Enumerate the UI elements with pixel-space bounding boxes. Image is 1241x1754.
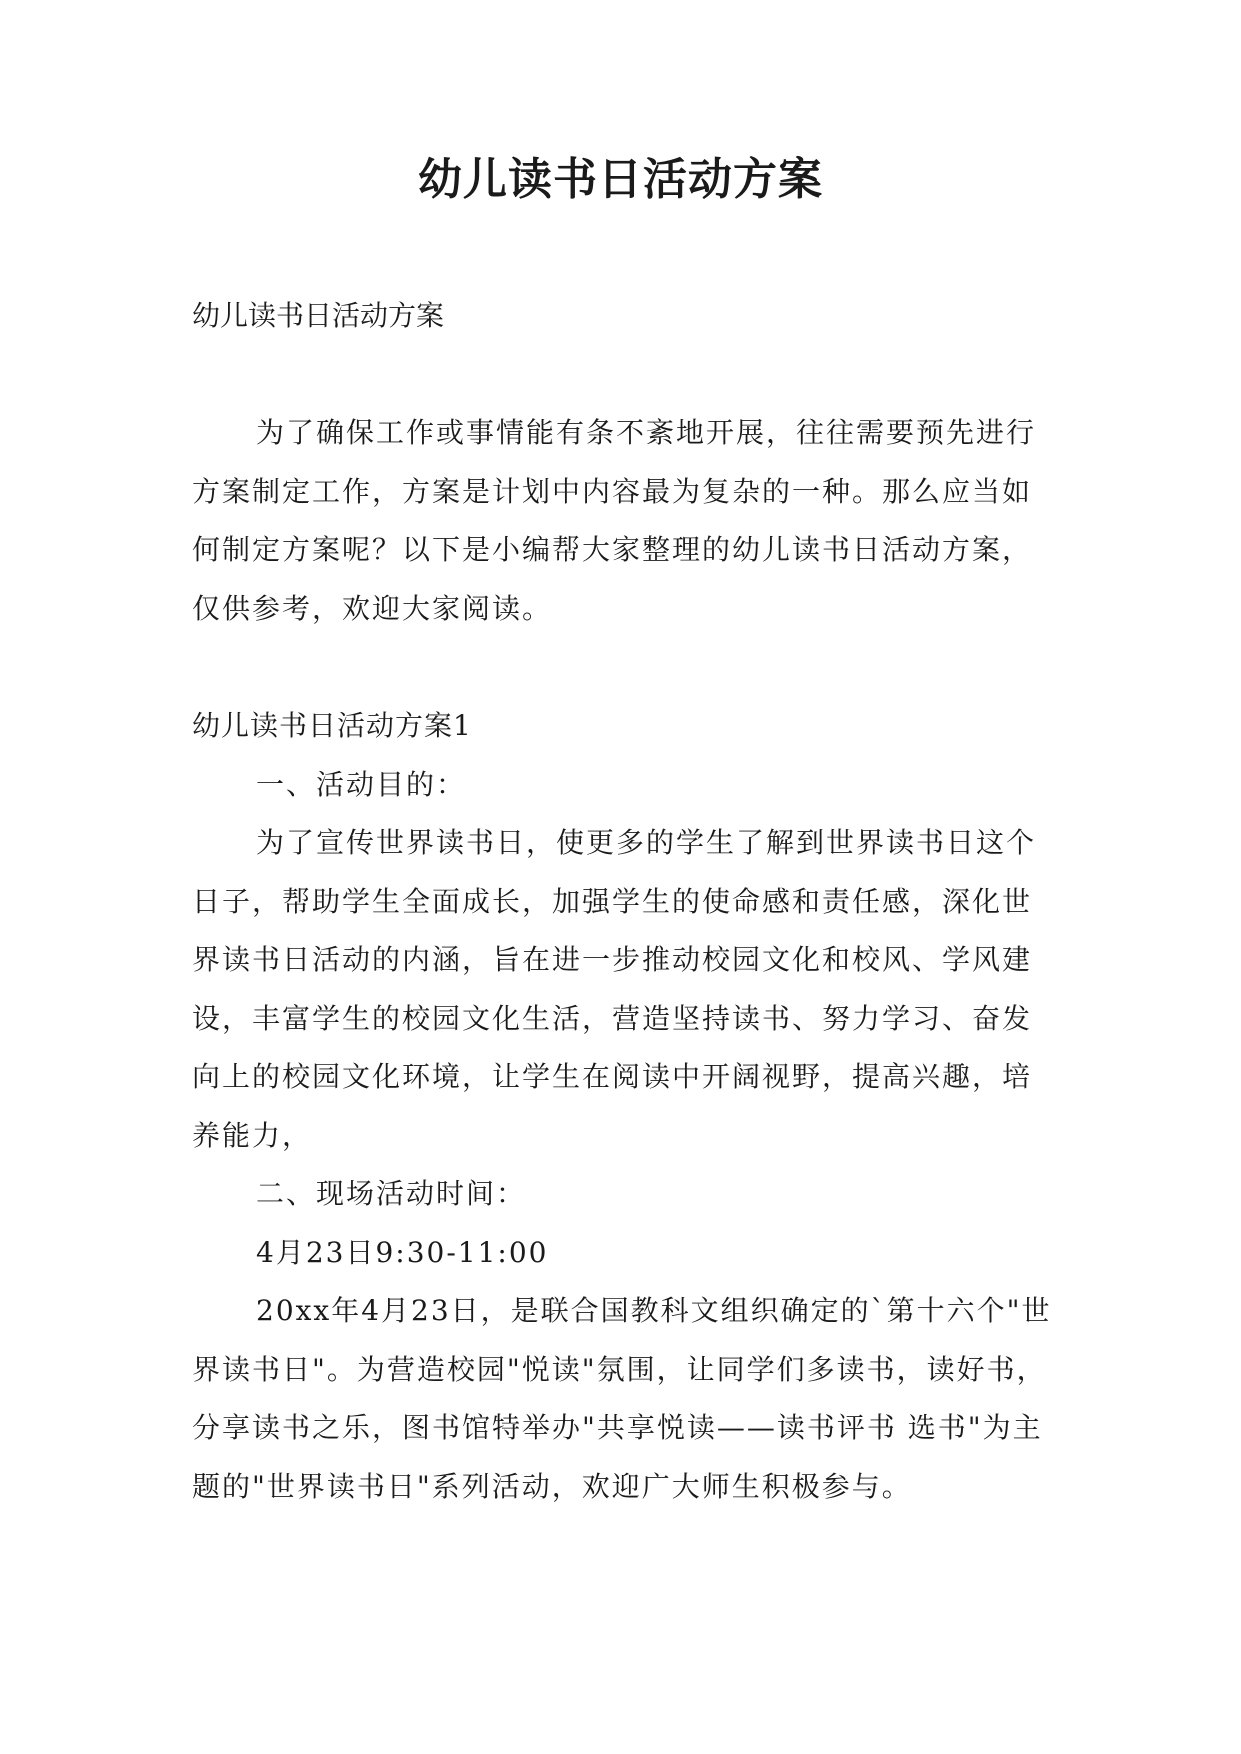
document-title: 幼儿读书日活动方案 [418,154,823,205]
purpose-paragraph: 为了宣传世界读书日，使更多的学生了解到世界读书日这个日子，帮助学生全面成长，加强学生的使命感和责任感，深化世界读书日活动的内涵，旨在进一步推动校园文化和校风、学风建设，丰富学生的校园文化生活，营造坚持读书、努力学习、奋发向上的校园文化环境，让学生在阅读中开阔视野，提高兴趣，培养能力， [192,826,1037,1152]
purpose-heading: 一、活动目的： [256,767,467,801]
time-value: 4月23日9:30-11:00 [256,1235,549,1269]
intro-paragraph: 为了确保工作或事情能有条不紊地开展，往往需要预先进行方案制定工作，方案是计划中内容最为复杂的一种。那么应当如何制定方案呢？以下是小编帮大家整理的幼儿读书日活动方案，仅供参考，欢迎大家阅读。 [192,416,1037,625]
time-heading: 二、现场活动时间： [256,1177,527,1210]
closing-paragraph: 20xx年4月23日，是联合国教科文组织确定的`第十六个"世界读书日"。为营造校园"悦读"氛围，让同学们多读书，读好书，分享读书之乐，图书馆特举办"共享悦读——读书评书 选书"为主题的"世界读书日"系列活动，欢迎广大师生积极参与。 [192,1294,1052,1503]
section-title: 幼儿读书日活动方案1 [192,709,472,742]
document-body [192,404,1052,1516]
document-subtitle: 幼儿读书日活动方案 [192,299,445,332]
paragraph-gap [192,638,1052,697]
